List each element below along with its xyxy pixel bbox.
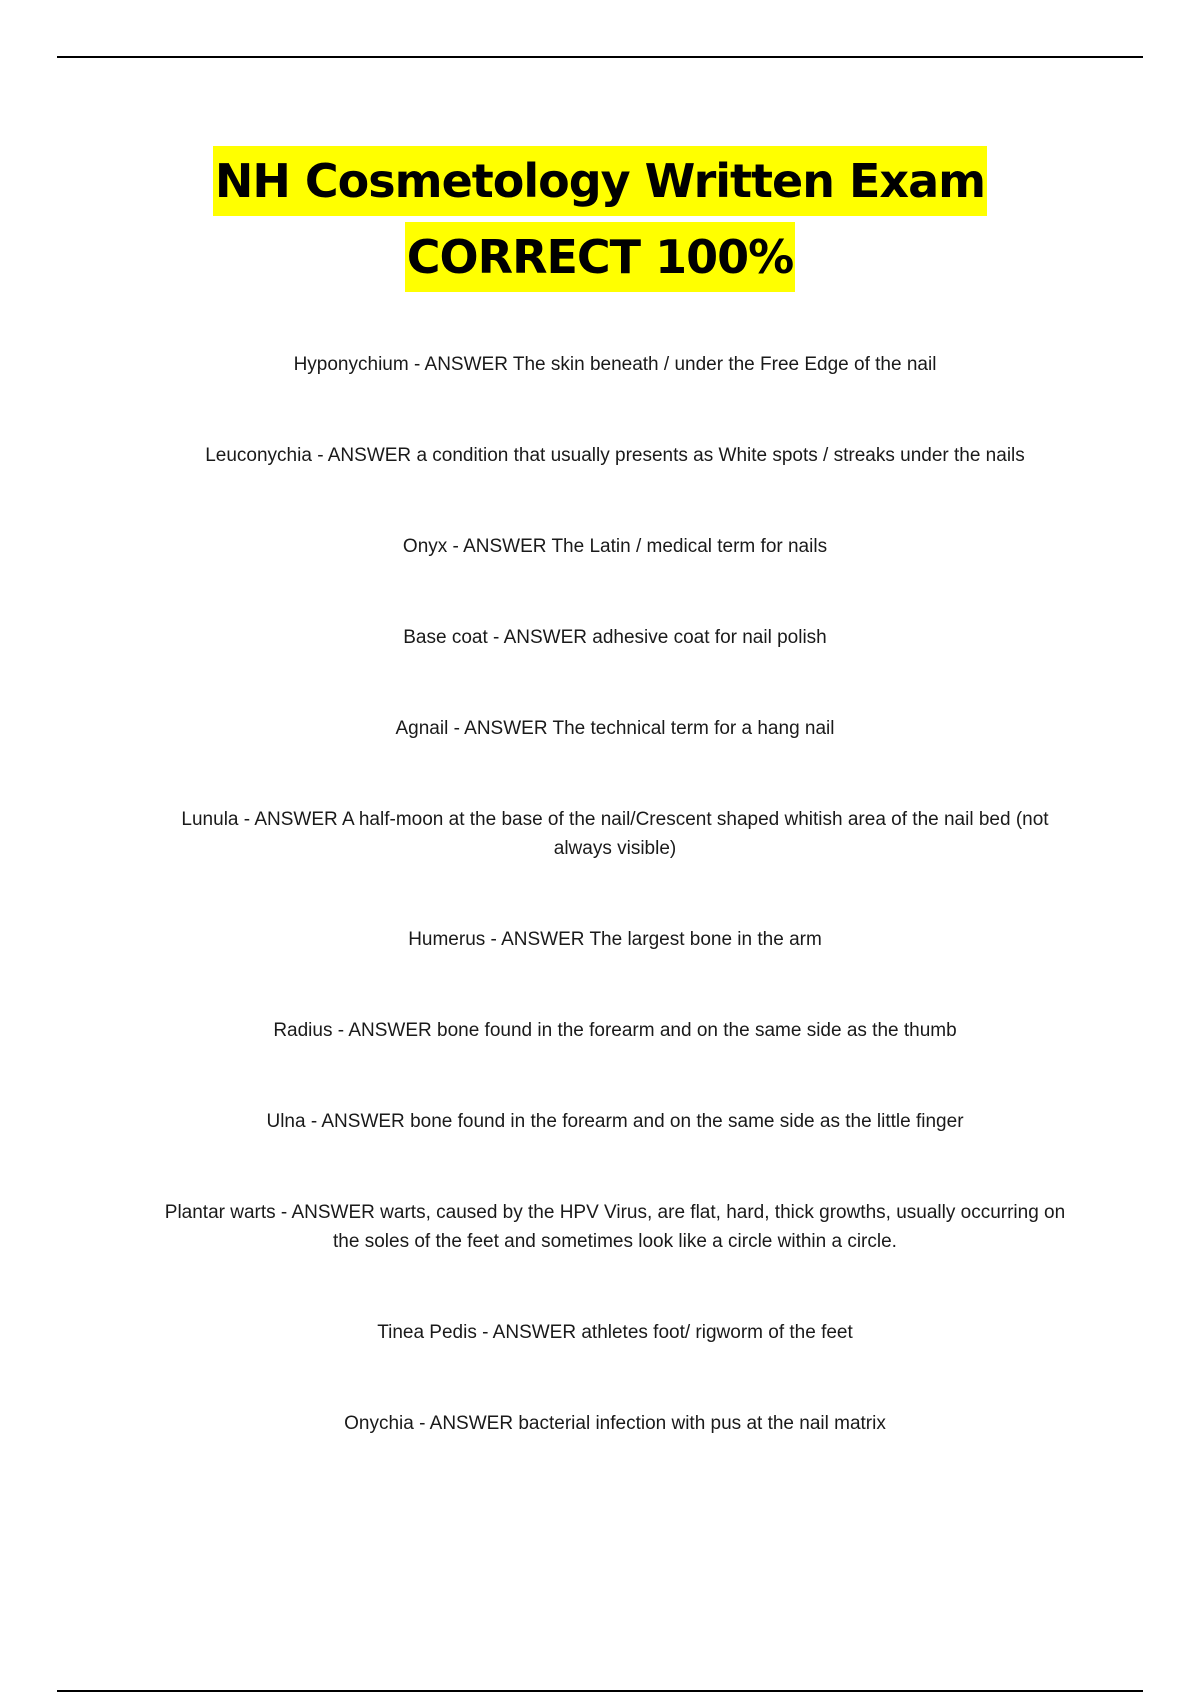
entry-answer: The technical term for a hang nail xyxy=(552,718,835,739)
entry-answer: The largest bone in the arm xyxy=(589,929,822,950)
qa-entry xyxy=(150,623,1080,652)
answer-separator: - ANSWER xyxy=(447,536,552,557)
entry-term: Leuconychia xyxy=(205,445,312,466)
answer-separator: - ANSWER xyxy=(413,1413,519,1434)
entry-term: Humerus xyxy=(408,929,486,950)
qa-entry xyxy=(150,1198,1080,1256)
entry-answer: warts, caused by the HPV Virus, are flat, hard, thick growths, usually occurring on the soles of the feet and sometimes look like a circle within a circle. xyxy=(333,1202,1066,1252)
entry-term: Lunula xyxy=(181,809,239,830)
qa-entry xyxy=(150,925,1080,954)
answer-separator: - ANSWER xyxy=(275,1202,381,1223)
answer-separator: - ANSWER xyxy=(408,354,513,375)
entry-answer: The Latin / medical term for nails xyxy=(551,536,828,557)
qa-entry xyxy=(150,1409,1080,1438)
document-title xyxy=(0,146,1200,298)
entry-term: Base coat xyxy=(403,627,488,648)
qa-list xyxy=(150,350,1080,1500)
entry-answer: athletes foot/ rigworm of the feet xyxy=(581,1322,853,1343)
entry-term: Onyx xyxy=(402,536,448,557)
answer-separator: - ANSWER xyxy=(476,1322,582,1343)
entry-term: Hyponychium xyxy=(293,354,409,375)
answer-separator: - ANSWER xyxy=(487,627,593,648)
qa-entry xyxy=(150,350,1080,379)
entry-answer: A half-moon at the base of the nail/Crescent shaped whitish area of the nail bed (not always visible) xyxy=(341,809,1049,859)
entry-answer: a condition that usually presents as White spots / streaks under the nails xyxy=(416,445,1025,466)
answer-separator: - ANSWER xyxy=(332,1020,437,1041)
answer-separator: - ANSWER xyxy=(238,809,342,830)
entry-answer: The skin beneath / under the Free Edge of the nail xyxy=(512,354,937,375)
entry-answer: bacterial infection with pus at the nail matrix xyxy=(518,1413,886,1434)
qa-entry xyxy=(150,805,1080,863)
entry-term: Tinea Pedis xyxy=(377,1322,477,1343)
entry-term: Agnail xyxy=(395,718,449,739)
entry-answer: adhesive coat for nail polish xyxy=(592,627,827,648)
entry-answer: bone found in the forearm and on the same side as the thumb xyxy=(437,1020,957,1041)
qa-entry xyxy=(150,1318,1080,1347)
title-line-2: CORRECT 100% xyxy=(405,222,795,292)
qa-entry xyxy=(150,532,1080,561)
qa-entry xyxy=(150,1016,1080,1045)
entry-term: Plantar warts xyxy=(164,1202,276,1223)
top-rule xyxy=(57,56,1143,58)
answer-separator: - ANSWER xyxy=(305,1111,411,1132)
bottom-rule xyxy=(57,1690,1143,1692)
qa-entry xyxy=(150,714,1080,743)
answer-separator: - ANSWER xyxy=(485,929,590,950)
qa-entry xyxy=(150,1107,1080,1136)
answer-separator: - ANSWER xyxy=(448,718,553,739)
entry-term: Onychia xyxy=(344,1413,414,1434)
entry-term: Radius xyxy=(273,1020,333,1041)
answer-separator: - ANSWER xyxy=(311,445,417,466)
qa-entry xyxy=(150,441,1080,470)
title-line-1: NH Cosmetology Written Exam xyxy=(213,146,987,216)
entry-term: Ulna xyxy=(266,1111,306,1132)
entry-answer: bone found in the forearm and on the same side as the little finger xyxy=(410,1111,964,1132)
